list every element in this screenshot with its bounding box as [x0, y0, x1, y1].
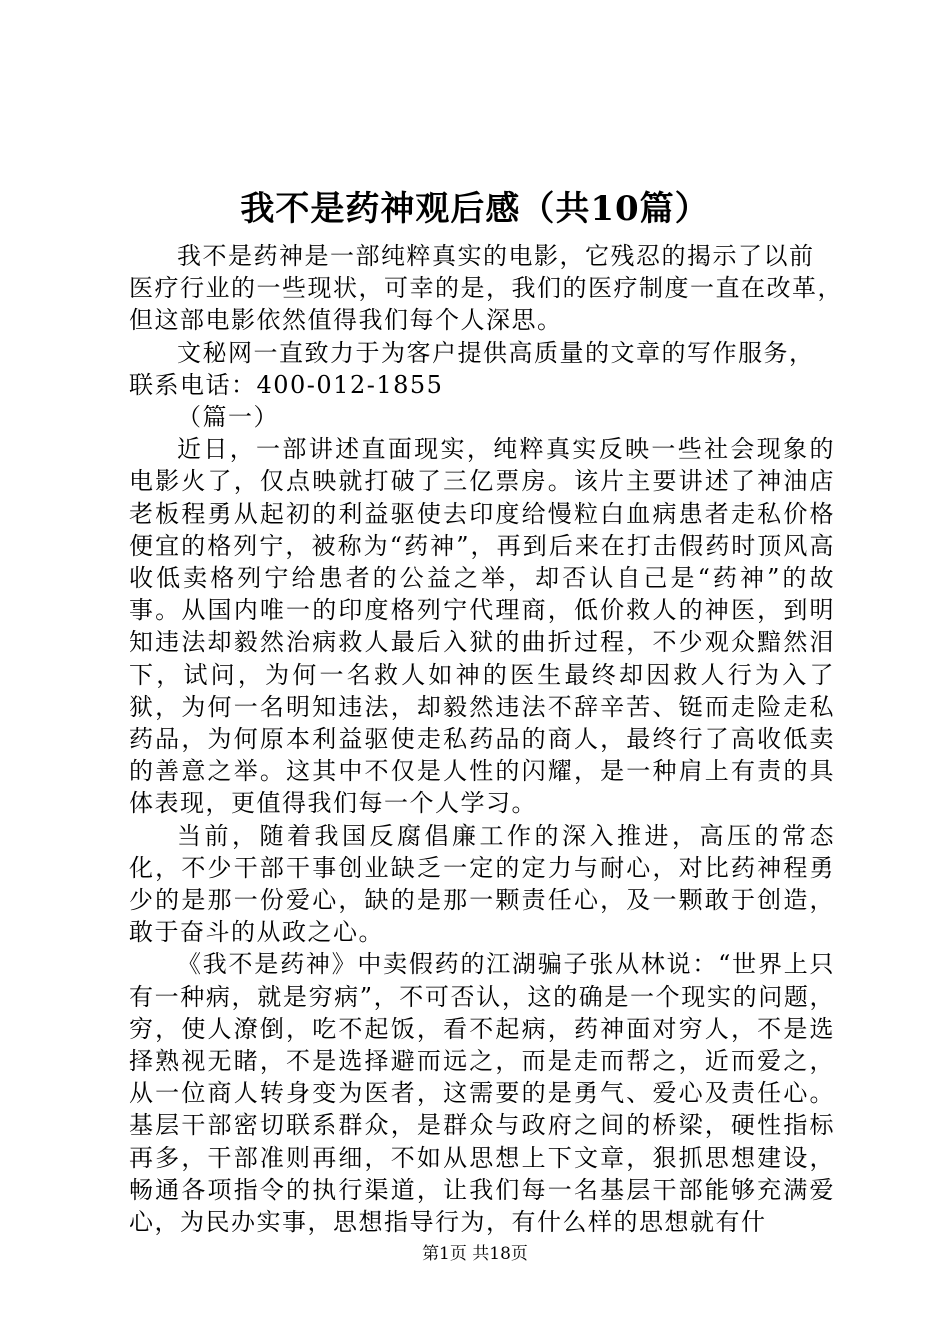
body-paragraph: 当前，随着我国反腐倡廉工作的深入推进，高压的常态化，不少干部干事创业缺乏一定的定力与耐心，对比药神程勇少的是那一份爱心，缺的是那一颗责任心，及一颗敢于创造，敢于奋斗的从政之心。 — [129, 821, 835, 947]
service-contact-line: 联系电话：400-012-1855 — [129, 370, 444, 399]
section-label: （篇一） — [177, 403, 279, 432]
intro-line: 但这部电影依然值得我们每个人深思。 — [129, 306, 563, 335]
intro-line: 我不是药神是一部纯粹真实的电影，它残忍的揭示了以前 — [177, 242, 815, 270]
intro-line: 医疗行业的一些现状，可幸的是，我们的医疗制度一直在改革， — [129, 274, 843, 303]
page-number-footer: 第1页 共18页 — [422, 1244, 528, 1264]
page-title: 我不是药神观后感（共10篇） — [240, 189, 710, 229]
body-paragraph: 近日，一部讲述直面现实，纯粹真实反映一些社会现象的电影火了，仅点映就打破了三亿票房。该片主要讲述了神油店老板程勇从起初的利益驱使去印度给慢粒白血病患者走私价格便宜的格列宁，被称为“药神”，再到后来在打击假药时顶风高收低卖格列宁给患者的公益之举，却否认自己是“药神”的故事。从国内唯一的印度格列宁代理商，低价救人的神医，到明知违法却毅然治病救人最后入狱的曲折过程，不少观众黯然泪下，试问，为何一名救人如神的医生最终却因救人行为入了狱，为何一名明知违法，却毅然违法不辞辛苦、铤而走险走私药品，为何原本利益驱使走私药品的商人，最终行了高收低卖的善意之举。这其中不仅是人性的闪耀，是一种肩上有责的具体表现，更值得我们每一个人学习。 — [129, 435, 835, 818]
service-line: 文秘网一直致力于为客户提供高质量的文章的写作服务， — [177, 338, 815, 367]
body-paragraph: 《我不是药神》中卖假药的江湖骗子张从林说：“世界上只有一种病，就是穷病”，不可否认，这的确是一个现实的问题，穷，使人潦倒，吃不起饭，看不起病，药神面对穷人，不是选择熟视无睹，不是选择避而远之，而是走而帮之，近而爱之，从一位商人转身变为医者，这需要的是勇气、爱心及责任心。基层干部密切联系群众，是群众与政府之间的桥梁，硬性指标再多，干部准则再细，不如从思想上下文章，狠抓思想建设，畅通各项指令的执行渠道，让我们每一名基层干部能够充满爱心，为民办实事，思想指导行为，有什么样的思想就有什 — [129, 950, 835, 1237]
document-body — [129, 240, 843, 1238]
